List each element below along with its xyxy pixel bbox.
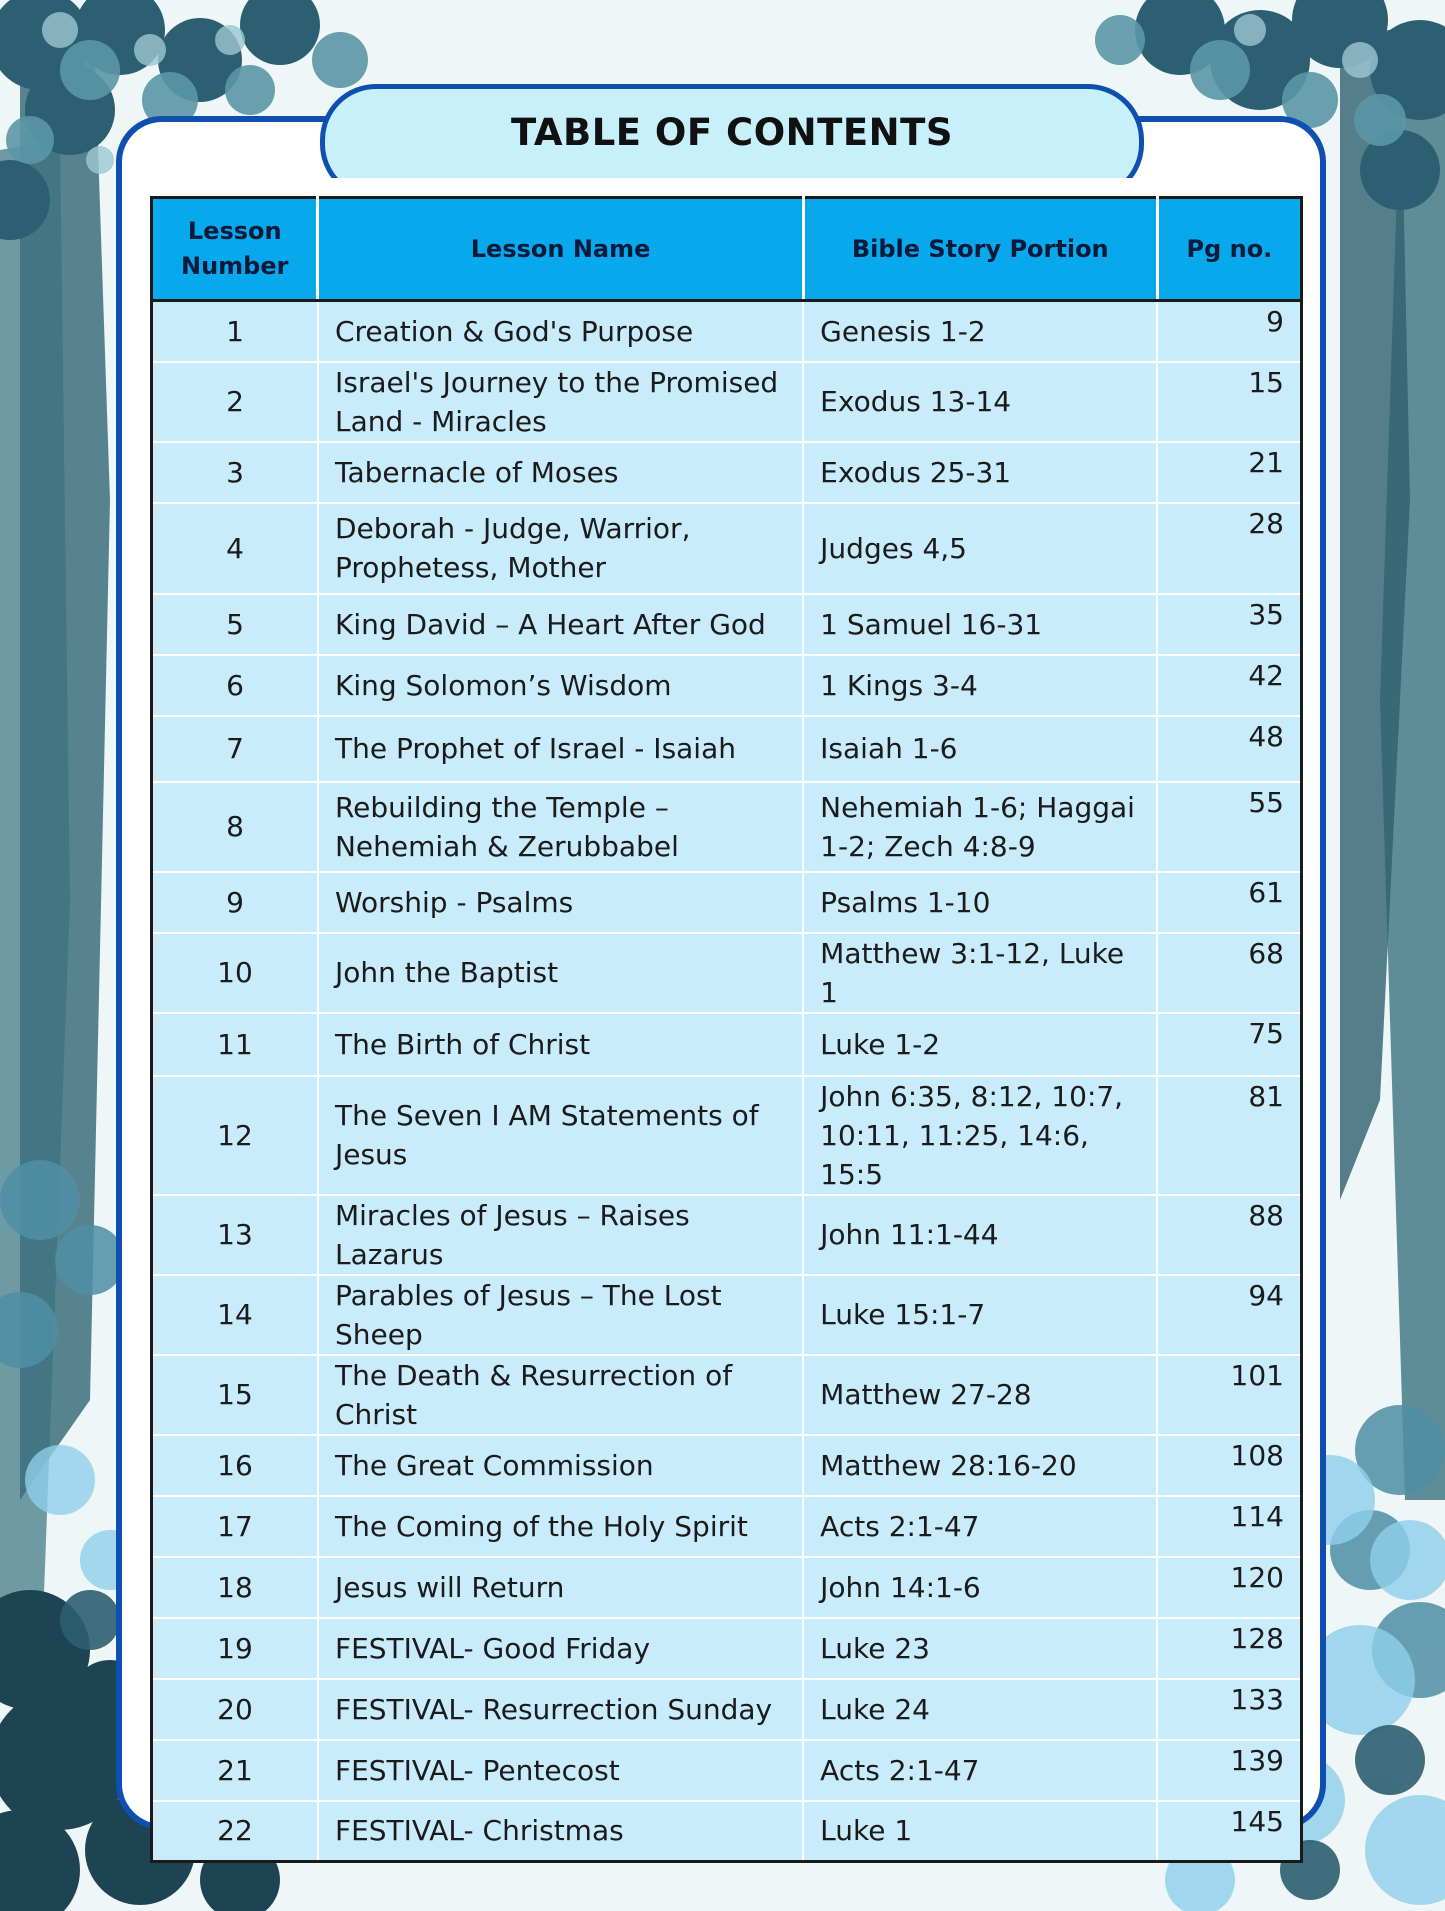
page-number-cell: 61 xyxy=(1157,872,1301,933)
bible-portion-cell: Luke 1-2 xyxy=(803,1013,1157,1076)
table-row xyxy=(152,301,1302,362)
lesson-name-cell: Jesus will Return xyxy=(318,1557,803,1618)
bible-portion-cell: Judges 4,5 xyxy=(803,503,1157,594)
lesson-name-cell: King David – A Heart After God xyxy=(318,594,803,655)
page-number-cell: 42 xyxy=(1157,655,1301,716)
lesson-number-cell: 9 xyxy=(152,872,318,933)
lesson-number-cell: 15 xyxy=(152,1355,318,1435)
page-number-cell: 9 xyxy=(1157,301,1301,362)
table-row xyxy=(152,1275,1302,1355)
table-row xyxy=(152,933,1302,1013)
page-number-cell: 48 xyxy=(1157,716,1301,782)
bible-portion-cell: Exodus 25-31 xyxy=(803,442,1157,503)
lesson-name-cell: Creation & God's Purpose xyxy=(318,301,803,362)
bible-portion-cell: Luke 15:1-7 xyxy=(803,1275,1157,1355)
page-number-cell: 81 xyxy=(1157,1076,1301,1195)
lesson-name-cell: FESTIVAL- Pentecost xyxy=(318,1740,803,1801)
page-number-cell: 75 xyxy=(1157,1013,1301,1076)
lesson-number-cell: 11 xyxy=(152,1013,318,1076)
page-title: TABLE OF CONTENTS xyxy=(511,110,953,154)
bible-portion-cell: 1 Samuel 16-31 xyxy=(803,594,1157,655)
header-lesson-number: Lesson Number xyxy=(152,198,318,301)
bible-portion-cell: Luke 23 xyxy=(803,1618,1157,1679)
bible-portion-cell: Matthew 3:1-12, Luke 1 xyxy=(803,933,1157,1013)
bible-portion-cell: Isaiah 1-6 xyxy=(803,716,1157,782)
table-row xyxy=(152,1740,1302,1801)
table-row xyxy=(152,1496,1302,1557)
lesson-name-cell: The Birth of Christ xyxy=(318,1013,803,1076)
lesson-name-cell: Worship - Psalms xyxy=(318,872,803,933)
lesson-number-cell: 5 xyxy=(152,594,318,655)
header-bible-portion: Bible Story Portion xyxy=(803,198,1157,301)
table-row xyxy=(152,594,1302,655)
bible-portion-cell: Luke 24 xyxy=(803,1679,1157,1740)
lesson-number-cell: 7 xyxy=(152,716,318,782)
lesson-name-cell: Tabernacle of Moses xyxy=(318,442,803,503)
table-row xyxy=(152,1195,1302,1275)
table-row xyxy=(152,1435,1302,1496)
lesson-number-cell: 6 xyxy=(152,655,318,716)
lesson-name-cell: King Solomon’s Wisdom xyxy=(318,655,803,716)
bible-portion-cell: Acts 2:1-47 xyxy=(803,1740,1157,1801)
table-row xyxy=(152,872,1302,933)
bible-portion-cell: John 6:35, 8:12, 10:7, 10:11, 11:25, 14:6, 15:5 xyxy=(803,1076,1157,1195)
lesson-name-cell: The Seven I AM Statements of Jesus xyxy=(318,1076,803,1195)
page-number-cell: 101 xyxy=(1157,1355,1301,1435)
lesson-number-cell: 12 xyxy=(152,1076,318,1195)
lesson-name-cell: The Prophet of Israel - Isaiah xyxy=(318,716,803,782)
table-row xyxy=(152,1679,1302,1740)
lesson-number-cell: 16 xyxy=(152,1435,318,1496)
bible-portion-cell: John 14:1-6 xyxy=(803,1557,1157,1618)
table-row xyxy=(152,442,1302,503)
lesson-name-cell: Miracles of Jesus – Raises Lazarus xyxy=(318,1195,803,1275)
lesson-number-cell: 21 xyxy=(152,1740,318,1801)
page-number-cell: 94 xyxy=(1157,1275,1301,1355)
lesson-number-cell: 10 xyxy=(152,933,318,1013)
bible-portion-cell: Acts 2:1-47 xyxy=(803,1496,1157,1557)
lesson-number-cell: 2 xyxy=(152,362,318,442)
header-page-number: Pg no. xyxy=(1157,198,1301,301)
bible-portion-cell: Genesis 1-2 xyxy=(803,301,1157,362)
lesson-name-cell: The Death & Resurrection of Christ xyxy=(318,1355,803,1435)
page-number-cell: 15 xyxy=(1157,362,1301,442)
header-row xyxy=(152,198,1302,301)
lesson-number-cell: 20 xyxy=(152,1679,318,1740)
page-number-cell: 68 xyxy=(1157,933,1301,1013)
lesson-number-cell: 14 xyxy=(152,1275,318,1355)
lesson-name-cell: Parables of Jesus – The Lost Sheep xyxy=(318,1275,803,1355)
page-number-cell: 55 xyxy=(1157,782,1301,872)
lesson-number-cell: 18 xyxy=(152,1557,318,1618)
lesson-number-cell: 1 xyxy=(152,301,318,362)
table-row xyxy=(152,1801,1302,1862)
bible-portion-cell: 1 Kings 3-4 xyxy=(803,655,1157,716)
table-row xyxy=(152,503,1302,594)
page-number-cell: 28 xyxy=(1157,503,1301,594)
lesson-name-cell: The Great Commission xyxy=(318,1435,803,1496)
header-lesson-name: Lesson Name xyxy=(318,198,803,301)
lesson-name-cell: Deborah - Judge, Warrior, Prophetess, Mother xyxy=(318,503,803,594)
lesson-number-cell: 22 xyxy=(152,1801,318,1862)
table-row xyxy=(152,1076,1302,1195)
page-number-cell: 108 xyxy=(1157,1435,1301,1496)
lesson-number-cell: 3 xyxy=(152,442,318,503)
bible-portion-cell: Exodus 13-14 xyxy=(803,362,1157,442)
page-number-cell: 120 xyxy=(1157,1557,1301,1618)
lesson-name-cell: Israel's Journey to the Promised Land - Miracles xyxy=(318,362,803,442)
table-row xyxy=(152,716,1302,782)
page-number-cell: 88 xyxy=(1157,1195,1301,1275)
bible-portion-cell: John 11:1-44 xyxy=(803,1195,1157,1275)
lesson-name-cell: FESTIVAL- Good Friday xyxy=(318,1618,803,1679)
table-row xyxy=(152,1013,1302,1076)
table-row xyxy=(152,782,1302,872)
toc-table xyxy=(150,196,1303,1863)
lesson-number-cell: 17 xyxy=(152,1496,318,1557)
table-row xyxy=(152,655,1302,716)
page-number-cell: 114 xyxy=(1157,1496,1301,1557)
lesson-name-cell: Rebuilding the Temple – Nehemiah & Zerubbabel xyxy=(318,782,803,872)
bible-portion-cell: Luke 1 xyxy=(803,1801,1157,1862)
table-row xyxy=(152,1557,1302,1618)
page-number-cell: 21 xyxy=(1157,442,1301,503)
table-row xyxy=(152,1618,1302,1679)
page-number-cell: 133 xyxy=(1157,1679,1301,1740)
lesson-number-cell: 8 xyxy=(152,782,318,872)
page-number-cell: 128 xyxy=(1157,1618,1301,1679)
bible-portion-cell: Nehemiah 1-6; Haggai 1-2; Zech 4:8-9 xyxy=(803,782,1157,872)
table-row xyxy=(152,362,1302,442)
bible-portion-cell: Matthew 28:16-20 xyxy=(803,1435,1157,1496)
lesson-name-cell: John the Baptist xyxy=(318,933,803,1013)
lesson-number-cell: 13 xyxy=(152,1195,318,1275)
bible-portion-cell: Matthew 27-28 xyxy=(803,1355,1157,1435)
lesson-number-cell: 4 xyxy=(152,503,318,594)
page-number-cell: 35 xyxy=(1157,594,1301,655)
page-number-cell: 145 xyxy=(1157,1801,1301,1862)
lesson-name-cell: FESTIVAL- Resurrection Sunday xyxy=(318,1679,803,1740)
page-number-cell: 139 xyxy=(1157,1740,1301,1801)
lesson-number-cell: 19 xyxy=(152,1618,318,1679)
lesson-name-cell: The Coming of the Holy Spirit xyxy=(318,1496,803,1557)
lesson-name-cell: FESTIVAL- Christmas xyxy=(318,1801,803,1862)
table-row xyxy=(152,1355,1302,1435)
bible-portion-cell: Psalms 1-10 xyxy=(803,872,1157,933)
